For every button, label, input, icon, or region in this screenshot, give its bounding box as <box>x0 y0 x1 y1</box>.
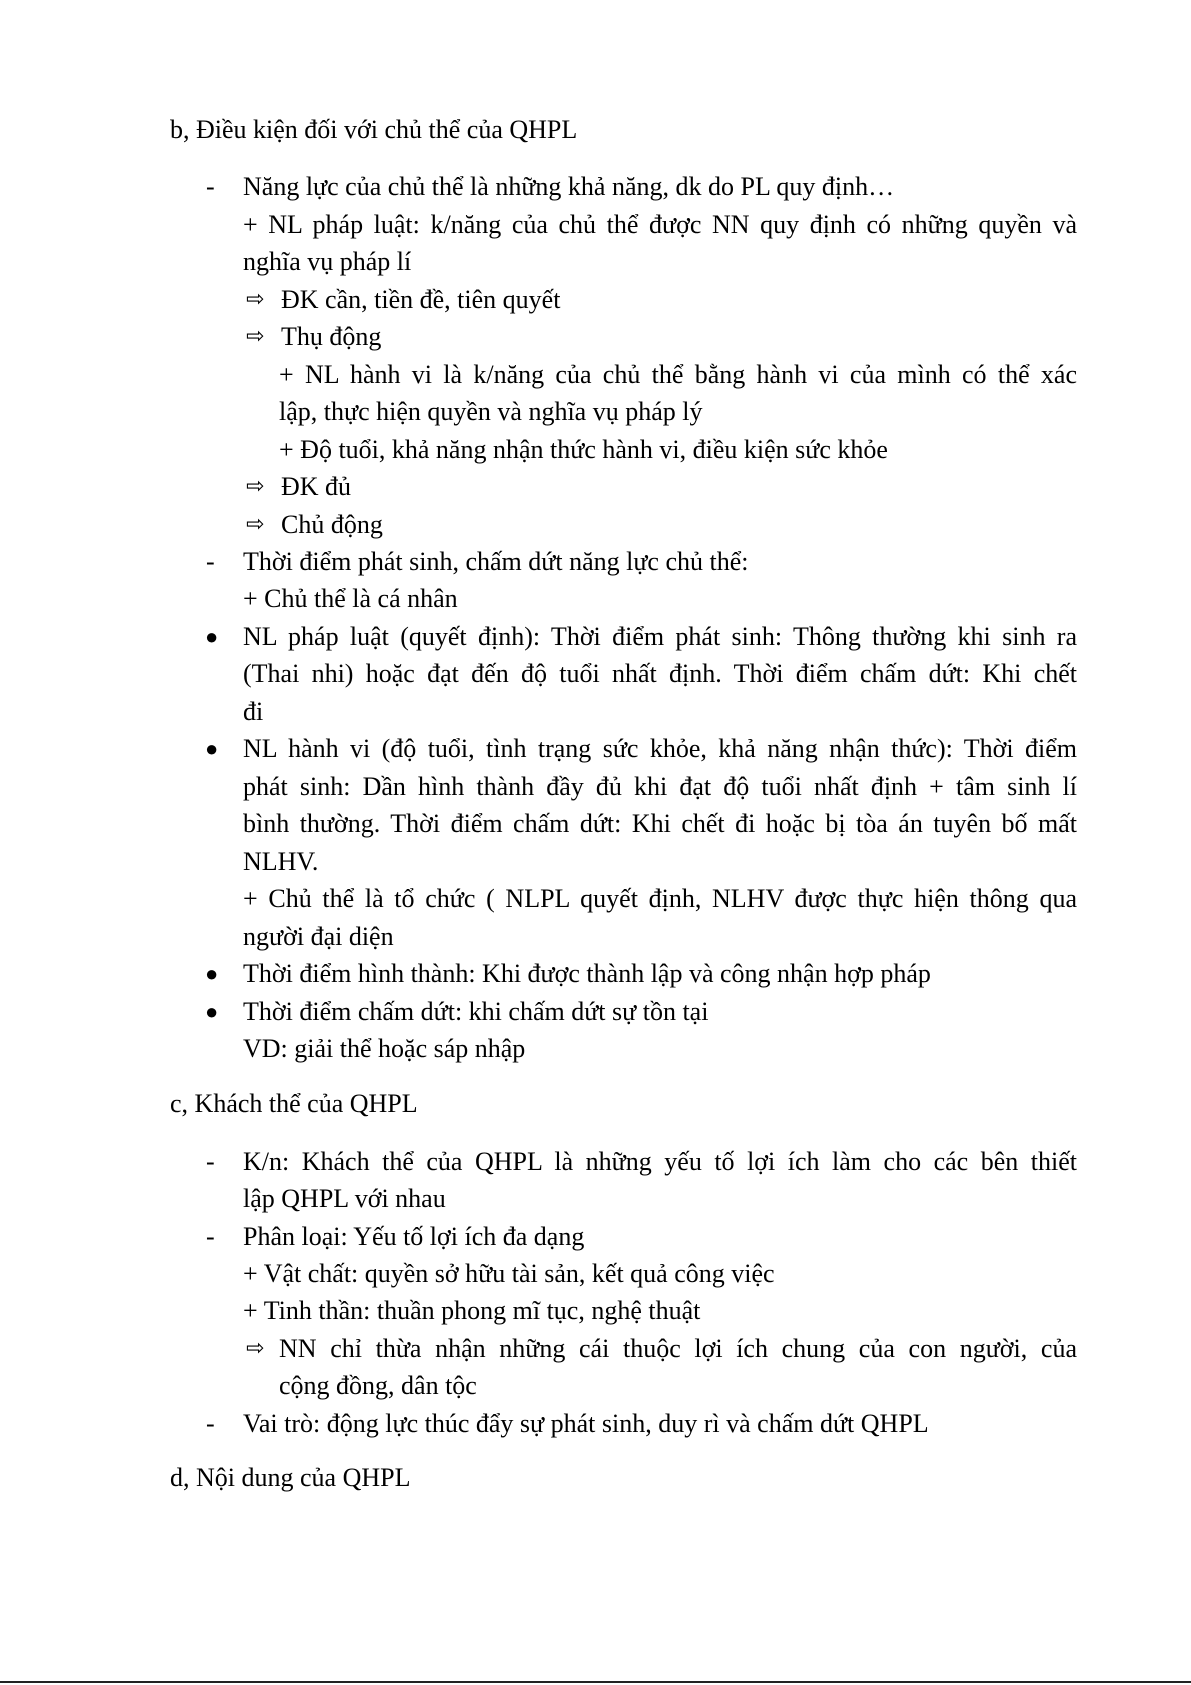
paragraph-line: lập QHPL với nhau <box>243 1184 446 1213</box>
list-item: Chủ động <box>281 510 383 539</box>
paragraph-line: + NL pháp luật: k/năng của chủ thể được NN quy định có những quyền và <box>243 210 1077 239</box>
arrow-right-icon: ⇨ <box>246 324 265 349</box>
list-item: NL hành vi (độ tuổi, tình trạng sức khỏe, khả năng nhận thức): Thời điểm <box>243 734 1077 763</box>
list-item: Thụ động <box>281 322 382 351</box>
heading-section-b: b, Điều kiện đối với chủ thể của QHPL <box>170 115 578 144</box>
paragraph-line: lập, thực hiện quyền và nghĩa vụ pháp lý <box>279 397 703 426</box>
paragraph-line: người đại diện <box>243 922 394 951</box>
arrow-right-icon: ⇨ <box>246 287 265 312</box>
dash-marker: - <box>206 172 215 201</box>
paragraph-line: bình thường. Thời điểm chấm dứt: Khi chết đi hoặc bị tòa án tuyên bố mất <box>243 809 1077 838</box>
arrow-right-icon: ⇨ <box>246 1336 265 1361</box>
list-item: K/n: Khách thể của QHPL là những yếu tố lợi ích làm cho các bên thiết <box>243 1147 1077 1176</box>
paragraph-line: phát sinh: Dần hình thành đầy đủ khi đạt độ tuổi nhất định + tâm sinh lí <box>243 772 1077 801</box>
dash-marker: - <box>206 1409 215 1438</box>
paragraph-line: VD: giải thể hoặc sáp nhập <box>243 1034 526 1063</box>
paragraph-line: + Tinh thần: thuần phong mĩ tục, nghệ thuật <box>243 1296 701 1325</box>
arrow-right-icon: ⇨ <box>246 512 265 537</box>
list-item: ĐK cần, tiền đề, tiên quyết <box>281 285 561 314</box>
bullet-icon: ● <box>205 624 219 649</box>
list-item: Thời điểm chấm dứt: khi chấm dứt sự tồn tại <box>243 997 709 1026</box>
arrow-right-icon: ⇨ <box>246 474 265 499</box>
list-item: Năng lực của chủ thể là những khả năng, dk do PL quy định… <box>243 172 895 201</box>
list-item: Thời điểm phát sinh, chấm dứt năng lực chủ thể: <box>243 547 749 576</box>
paragraph-line: đi <box>243 697 264 726</box>
paragraph-line: + Chủ thể là cá nhân <box>243 584 458 613</box>
list-item: ĐK đủ <box>281 472 352 501</box>
list-item: NL pháp luật (quyết định): Thời điểm phát sinh: Thông thường khi sinh ra <box>243 622 1077 651</box>
bullet-icon: ● <box>205 961 219 986</box>
paragraph-line: + Vật chất: quyền sở hữu tài sản, kết quả công việc <box>243 1259 775 1288</box>
paragraph-line: nghĩa vụ pháp lí <box>243 247 412 276</box>
paragraph-line: + Độ tuổi, khả năng nhận thức hành vi, điều kiện sức khỏe <box>279 435 888 464</box>
dash-marker: - <box>206 1147 215 1176</box>
paragraph-line: + Chủ thể là tổ chức ( NLPL quyết định, NLHV được thực hiện thông qua <box>243 884 1077 913</box>
dash-marker: - <box>206 547 215 576</box>
paragraph-line: (Thai nhi) hoặc đạt đến độ tuổi nhất định. Thời điểm chấm dứt: Khi chết <box>243 659 1077 688</box>
page-bottom-border <box>0 1681 1191 1683</box>
dash-marker: - <box>206 1222 215 1251</box>
heading-section-d: d, Nội dung của QHPL <box>170 1463 411 1492</box>
heading-section-c: c, Khách thể của QHPL <box>170 1089 418 1118</box>
paragraph-line: + NL hành vi là k/năng của chủ thể bằng hành vi của mình có thể xác <box>279 360 1077 389</box>
list-item: Vai trò: động lực thúc đẩy sự phát sinh, duy rì và chấm dứt QHPL <box>243 1409 929 1438</box>
list-item: Thời điểm hình thành: Khi được thành lập và công nhận hợp pháp <box>243 959 931 988</box>
paragraph-line: cộng đồng, dân tộc <box>279 1371 477 1400</box>
paragraph-line: NLHV. <box>243 847 319 876</box>
list-item: Phân loại: Yếu tố lợi ích đa dạng <box>243 1222 585 1251</box>
bullet-icon: ● <box>205 999 219 1024</box>
list-item: NN chỉ thừa nhận những cái thuộc lợi ích chung của con người, của <box>279 1334 1077 1363</box>
bullet-icon: ● <box>205 736 219 761</box>
